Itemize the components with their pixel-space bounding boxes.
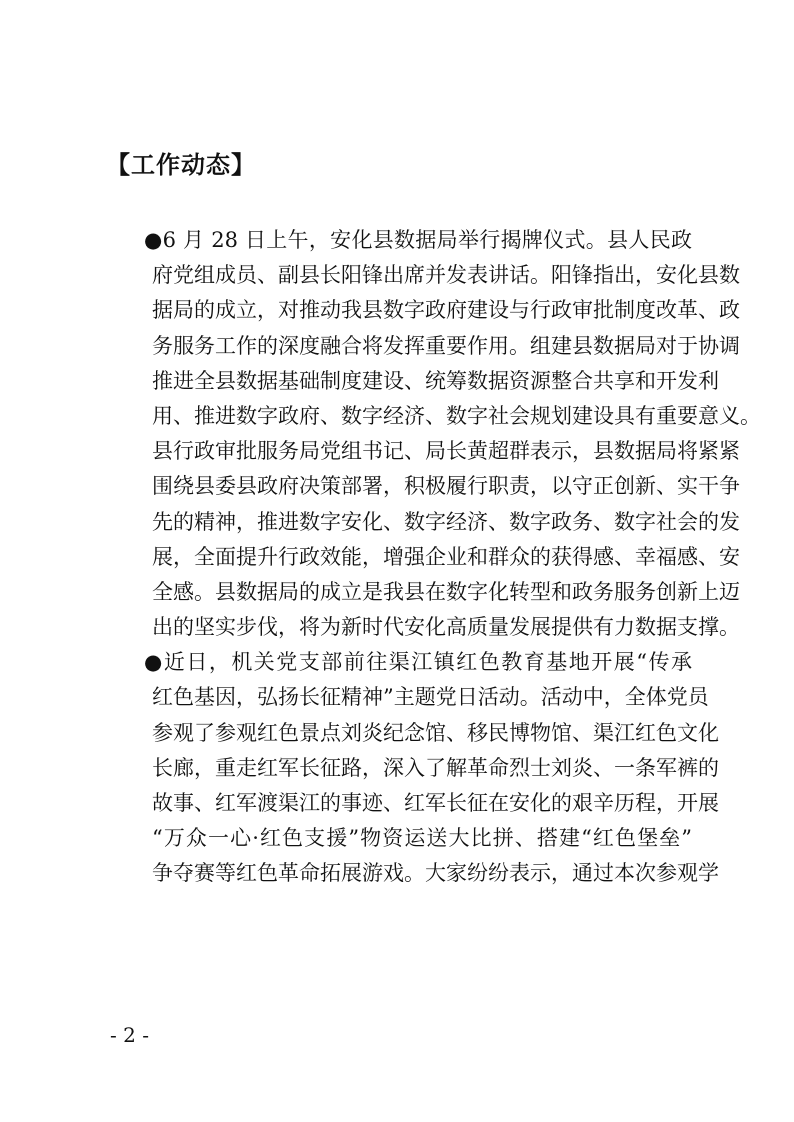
text-line: 长廊，重走红军长征路，深入了解革命烈士刘炎、一条军裤的 xyxy=(152,755,719,780)
paragraph-1 xyxy=(110,223,761,645)
article-body xyxy=(110,223,761,892)
text-line: “万众一心·红色支援”物资运送大比拼、搭建“红色堡垒” xyxy=(152,826,692,851)
text-line: 争夺赛等红色革命拓展游戏。大家纷纷表示，通过本次参观学 xyxy=(152,861,719,886)
text-line: 参观了参观红色景点刘炎纪念馆、移民博物馆、渠江红色文化 xyxy=(152,720,719,745)
text-line: ●6 月 28 日上午，安化县数据局举行揭牌仪式。县人民政 xyxy=(144,228,692,252)
text-line: 府党组成员、副县长阳锋出席并发表讲话。阳锋指出，安化县数 xyxy=(152,263,740,288)
page-number: - 2 - xyxy=(110,1023,149,1047)
section-title: 【工作动态】 xyxy=(106,151,256,179)
text-line: 红色基因，弘扬长征精神”主题党日活动。活动中，全体党员 xyxy=(152,685,709,710)
paragraph-2 xyxy=(110,645,719,891)
text-line: 先的精神，推进数字安化、数字经济、数字政务、数字社会的发 xyxy=(152,509,740,534)
text-line: 务服务工作的深度融合将发挥重要作用。组建县数据局对于协调 xyxy=(152,333,740,358)
text-line: 故事、红军渡渠江的事迹、红军长征在安化的艰辛历程，开展 xyxy=(152,791,719,815)
text-line: 用、推进数字政府、数字经济、数字社会规划建设具有重要意义。 xyxy=(152,403,761,428)
text-line: 据局的成立，对推动我县数字政府建设与行政审批制度改革、政 xyxy=(152,298,740,323)
text-line: 围绕县委县政府决策部署，积极履行职责，以守正创新、实干争 xyxy=(152,474,740,499)
text-line: 展，全面提升行政效能，增强企业和群众的获得感、幸福感、安 xyxy=(152,544,740,569)
text-line: 全感。县数据局的成立是我县在数字化转型和政务服务创新上迈 xyxy=(152,579,740,604)
text-line: 县行政审批服务局党组书记、局长黄超群表示，县数据局将紧紧 xyxy=(152,439,740,464)
text-line: 推进全县数据基础制度建设、统筹数据资源整合共享和开发利 xyxy=(152,368,719,393)
text-line: 出的坚实步伐，将为新时代安化高质量发展提供有力数据支撑。 xyxy=(152,615,740,640)
text-line: ●近日，机关党支部前往渠江镇红色教育基地开展“传承 xyxy=(144,650,692,675)
